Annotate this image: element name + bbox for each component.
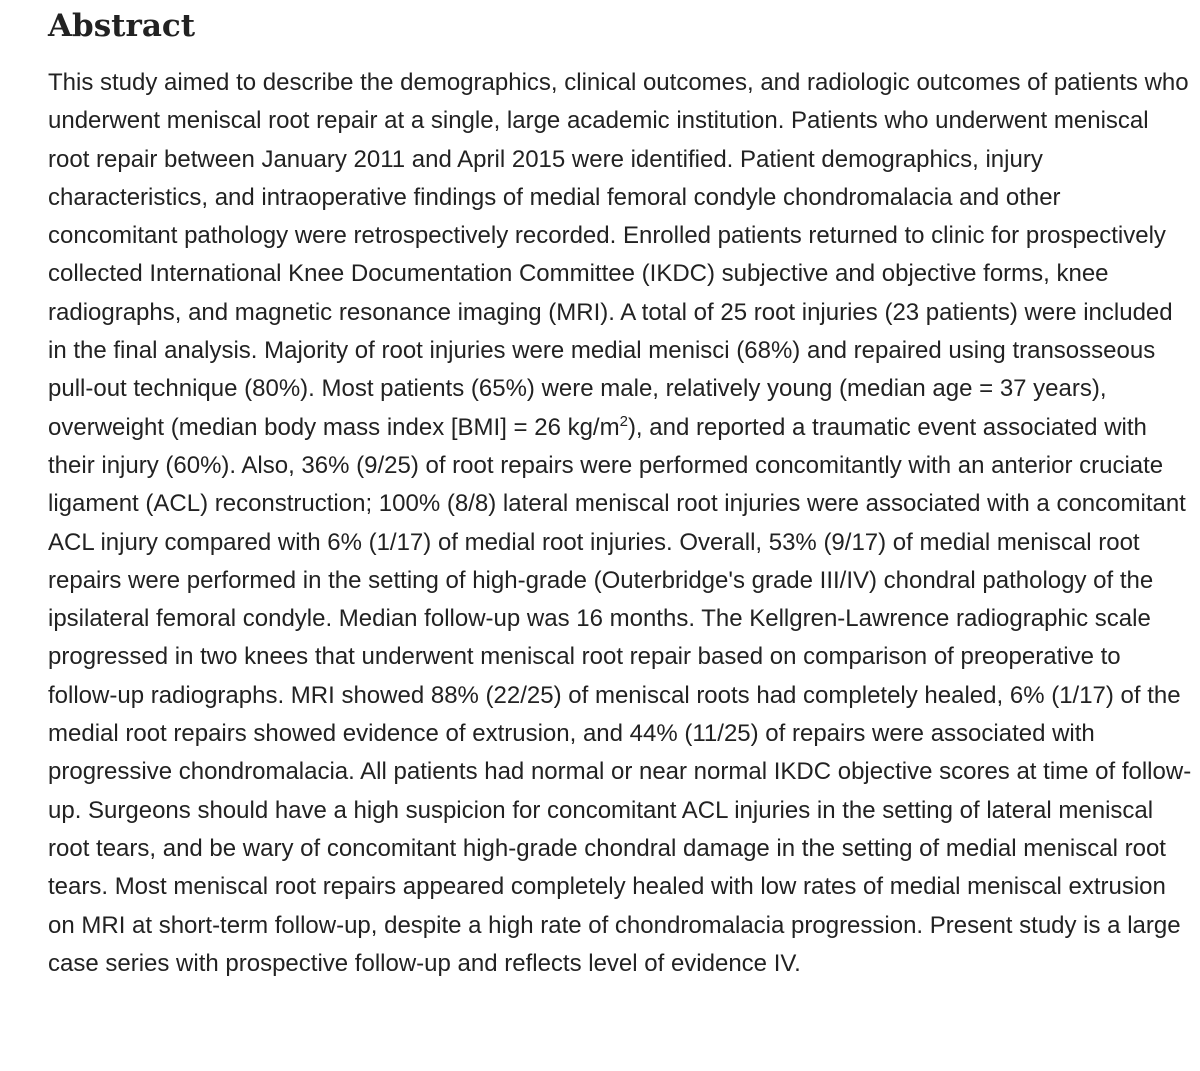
unit-superscript: 2 xyxy=(619,412,628,430)
abstract-text-part-1: This study aimed to describe the demographics, clinical outcomes, and radiologic outcomes of patients who underwent meniscal root repair at a single, large academic institution. Patients who underwent meniscal root repair between January 2011 and April 2015 were identified. Patient demographics, injury characteristics, and intraoperative findings of medial femoral condyle chondromalacia and other concomitant pathology were retrospectively recorded. Enrolled patients returned to clinic for prospectively collected International Knee Documentation Committee (IKDC) subjective and objective forms, knee radiographs, and magnetic resonance imaging (MRI). A total of 25 root injuries (23 patients) were included in the final analysis. Majority of root injuries were medial menisci (68%) and repaired using transosseous pull-out technique (80%). Most patients (65%) were male, relatively young (median age = 37 years), overweight (median body mass index [BMI] = 26 kg/m xyxy=(48,69,1189,441)
abstract-body xyxy=(48,64,1196,983)
abstract-heading: Abstract xyxy=(48,8,196,44)
abstract-text-part-2: ), and reported a traumatic event associated with their injury (60%). Also, 36% (9/25) of root repairs were performed concomitantly with an anterior cruciate ligament (ACL) reconstruction; 100% (8/8) lateral meniscal root injuries were associated with a concomitant ACL injury compared with 6% (1/17) of medial root injuries. Overall, 53% (9/17) of medial meniscal root repairs were performed in the setting of high-grade (Outerbridge's grade III/IV) chondral pathology of the ipsilateral femoral condyle. Median follow-up was 16 months. The Kellgren-Lawrence radiographic scale progressed in two knees that underwent meniscal root repair based on comparison of preoperative to follow-up radiographs. MRI showed 88% (22/25) of meniscal roots had completely healed, 6% (1/17) of the medial root repairs showed evidence of extrusion, and 44% (11/25) of repairs were associated with progressive chondromalacia. All patients had normal or near normal IKDC objective scores at time of follow-up. Surgeons should have a high suspicion for concomitant ACL injuries in the setting of lateral meniscal root tears, and be wary of concomitant high-grade chondral damage in the setting of medial meniscal root tears. Most meniscal root repairs appeared completely healed with low rates of medial meniscal extrusion on MRI at short-term follow-up, despite a high rate of chondromalacia progression. Present study is a large case series with prospective follow-up and reflects level of evidence IV. xyxy=(48,413,1192,977)
abstract-section xyxy=(48,4,1196,983)
